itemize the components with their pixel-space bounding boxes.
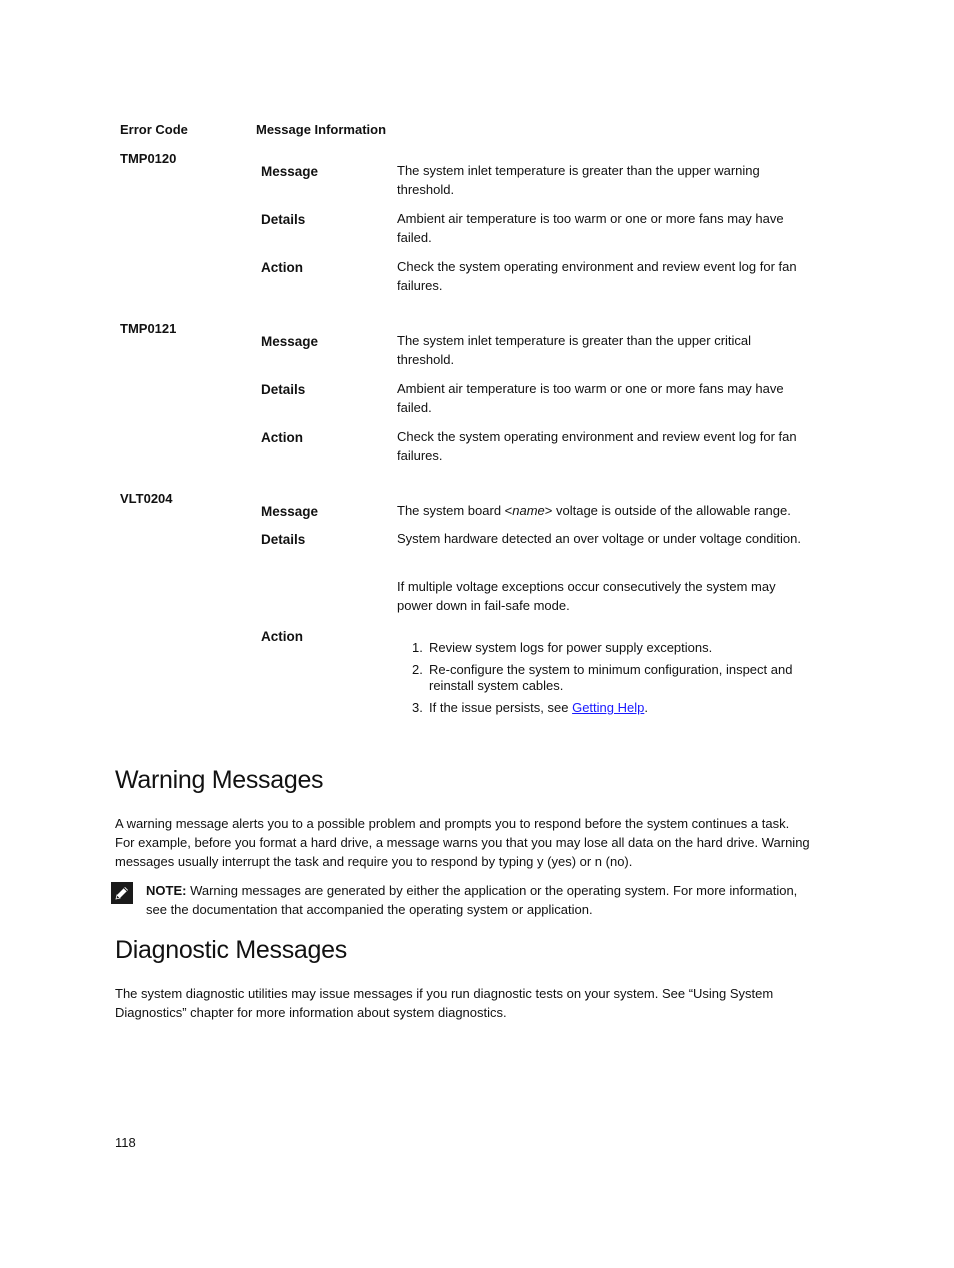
getting-help-link[interactable]: Getting Help xyxy=(572,700,645,715)
message-text: The system board <name> voltage is outside of the allowable range. xyxy=(397,503,791,518)
note-pencil-icon xyxy=(111,882,133,904)
action-text: Check the system operating environment and review event log for fan failures. xyxy=(397,259,797,293)
details-label: Details xyxy=(261,382,306,397)
note-label: NOTE: xyxy=(146,883,187,898)
message-label: Message xyxy=(261,164,319,179)
page-number: 118 xyxy=(115,1135,136,1150)
section-title-warning-messages: Warning Messages xyxy=(115,766,324,794)
note-block xyxy=(146,881,806,919)
message-text: The system inlet temperature is greater than the upper critical threshold. xyxy=(397,333,752,367)
action-label: Action xyxy=(261,260,303,275)
list-item: 3. If the issue persists, see Getting Help. xyxy=(412,700,648,715)
details-text: Ambient air temperature is too warm or one or more fans may have failed. xyxy=(397,211,784,245)
details-label: Details xyxy=(261,212,306,227)
details-text-2: If multiple voltage exceptions occur consecutively the system may power down in fail-safe mode. xyxy=(397,579,776,613)
column-header-message-information: Message Information xyxy=(256,122,387,137)
action-label: Action xyxy=(261,430,303,445)
action-steps-list xyxy=(397,640,809,722)
details-text: System hardware detected an over voltage or under voltage condition. xyxy=(397,531,801,546)
action-label: Action xyxy=(261,629,303,644)
message-text: The system inlet temperature is greater than the upper warning threshold. xyxy=(397,163,760,197)
list-item: 2. Re-configure the system to minimum configuration, inspect and reinstall system cables. xyxy=(412,662,793,693)
error-code-vlt0204: VLT0204 xyxy=(120,491,173,506)
section-title-diagnostic-messages: Diagnostic Messages xyxy=(115,936,347,964)
details-label: Details xyxy=(261,532,306,547)
error-code-tmp0121: TMP0121 xyxy=(120,321,177,336)
message-label: Message xyxy=(261,334,319,349)
warning-body: A warning message alerts you to a possible problem and prompts you to respond before the system continues a task. For example, before you format a hard drive, a message warns you that you may lose all data on the hard drive. Warning messages usually interrupt the task and require you to respond by typing y (yes) or n (no). xyxy=(115,816,810,869)
message-label: Message xyxy=(261,504,319,519)
column-header-error-code: Error Code xyxy=(120,122,188,137)
list-item: 1. Review system logs for power supply exceptions. xyxy=(412,640,713,655)
error-code-tmp0120: TMP0120 xyxy=(120,151,177,166)
details-text: Ambient air temperature is too warm or one or more fans may have failed. xyxy=(397,381,784,415)
diagnostic-body: The system diagnostic utilities may issue messages if you run diagnostic tests on your system. See “Using System Diagnostics” chapter for more information about system diagnostics. xyxy=(115,986,774,1020)
action-text: Check the system operating environment and review event log for fan failures. xyxy=(397,429,797,463)
note-text: Warning messages are generated by either the application or the operating system. For more information, see the documentation that accompanied the operating system or application. xyxy=(146,883,798,917)
